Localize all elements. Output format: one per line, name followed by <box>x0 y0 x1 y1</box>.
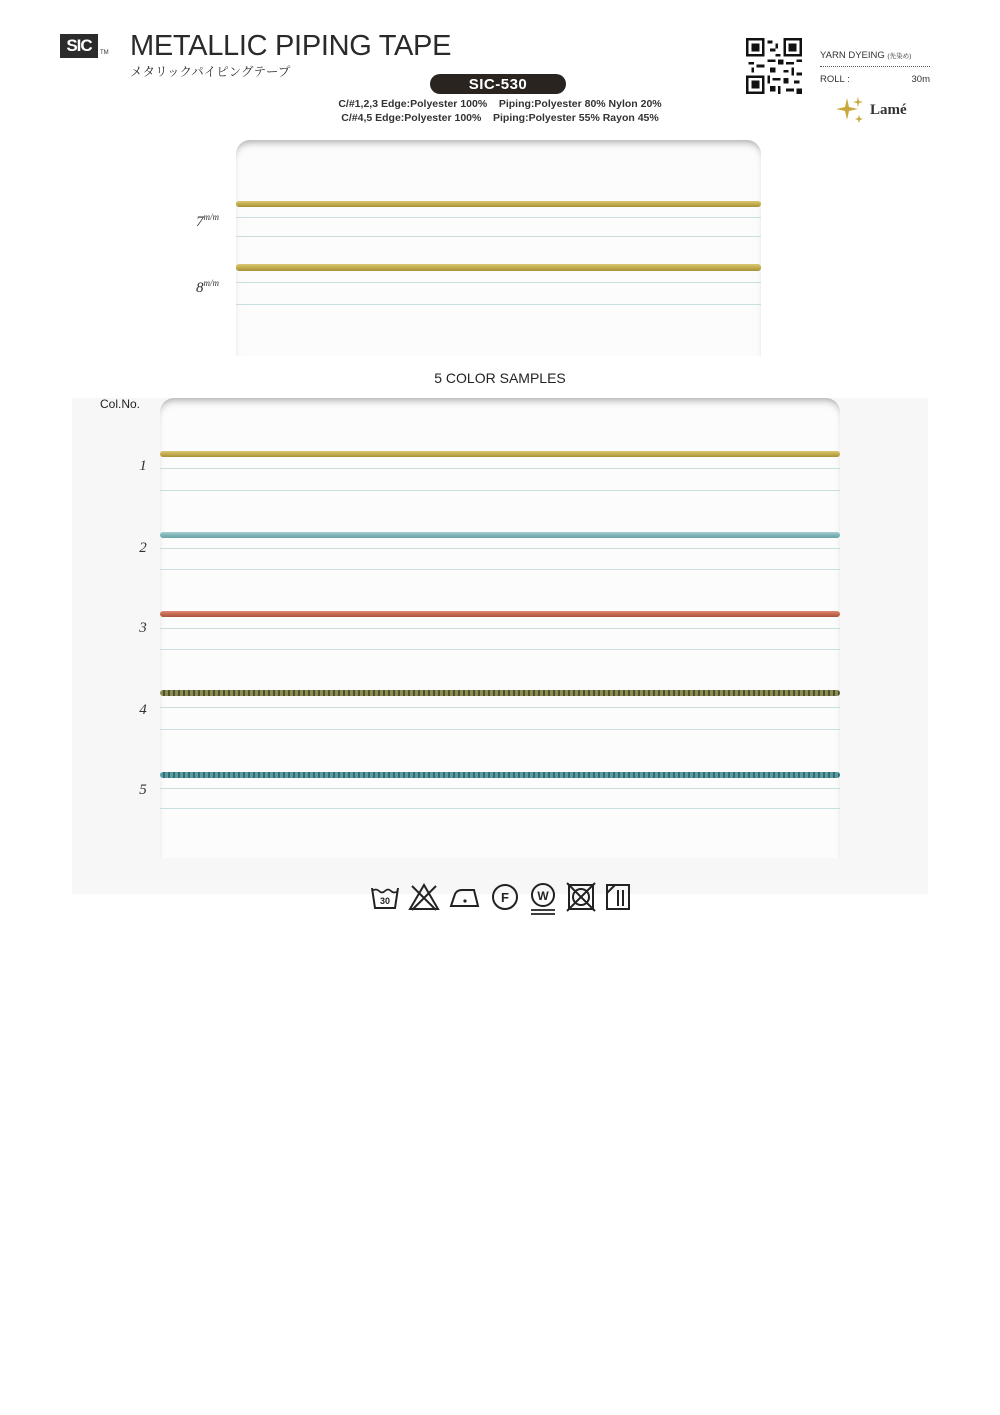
edge-line <box>160 808 840 809</box>
care-instructions <box>370 882 632 916</box>
roll-value: 30m <box>911 74 930 85</box>
sparkle-icon <box>835 96 865 126</box>
dry-clean-f-text: F <box>501 890 509 905</box>
edge-line <box>236 217 761 218</box>
tape-color-1 <box>160 451 840 457</box>
size-label-8: $8^{m/m}$ <box>196 278 219 296</box>
yarn-dyeing-label: YARN DYEING (先染め) <box>820 50 912 61</box>
color-samples-title: 5 COLOR SAMPLES <box>434 370 566 386</box>
edge-line <box>160 468 840 469</box>
low-iron-icon <box>448 882 482 912</box>
trademark-mark: TM <box>100 50 109 56</box>
tape-color-3 <box>160 611 840 617</box>
edge-line <box>160 548 840 549</box>
line-dry-shade-icon <box>604 882 632 912</box>
edge-line <box>160 628 840 629</box>
color-swatch-panel <box>160 398 840 858</box>
col-no-header: Col.No. <box>100 397 141 411</box>
no-tumble-dry-icon <box>566 882 596 912</box>
edge-line <box>236 282 761 283</box>
composition-line-2: C/#4,5 Edge:Polyester 100% Piping:Polyester 55% Rayon 45% <box>341 112 659 124</box>
yarn-dyeing-note: (先染め) <box>887 53 912 60</box>
tape-color-5 <box>160 772 840 778</box>
edge-line <box>160 569 840 570</box>
edge-line <box>160 707 840 708</box>
page-subtitle: メタリックパイピングテープ <box>130 64 291 79</box>
composition-line-1: C/#1,2,3 Edge:Polyester 100% Piping:Polyester 80% Nylon 20% <box>338 98 662 110</box>
size-swatch-panel <box>236 140 761 356</box>
no-bleach-icon <box>408 882 440 912</box>
dry-clean-f-icon <box>490 882 520 912</box>
wet-clean-w-text: W <box>537 889 549 903</box>
edge-line <box>160 649 840 650</box>
wet-clean-w-icon <box>528 882 558 916</box>
roll-row <box>820 74 930 85</box>
edge-line <box>236 304 761 305</box>
wash-30-icon <box>370 882 400 912</box>
color-number-4: 4 <box>139 702 147 718</box>
color-number-2: 2 <box>139 540 147 556</box>
tape-size-7 <box>236 201 761 207</box>
tape-size-8 <box>236 264 761 271</box>
edge-line <box>160 490 840 491</box>
size-label-7: $7^{m/m}$ <box>196 212 219 230</box>
spec-divider <box>820 66 930 67</box>
page-title: METALLIC PIPING TAPE <box>130 30 452 62</box>
edge-line <box>236 236 761 237</box>
edge-line <box>160 788 840 789</box>
tape-color-2 <box>160 532 840 538</box>
qr-code-icon[interactable] <box>746 38 802 94</box>
lame-label: Lamé <box>870 102 907 118</box>
roll-label: ROLL : <box>820 74 850 85</box>
color-number-5: 5 <box>139 782 147 798</box>
brand-logo: SIC <box>60 34 98 58</box>
edge-line <box>160 729 840 730</box>
color-number-3: 3 <box>139 620 147 636</box>
color-number-1: 1 <box>139 458 147 474</box>
wash-temp-text: 30 <box>379 896 391 906</box>
product-code-badge: SIC-530 <box>430 74 566 94</box>
tape-color-4 <box>160 690 840 696</box>
